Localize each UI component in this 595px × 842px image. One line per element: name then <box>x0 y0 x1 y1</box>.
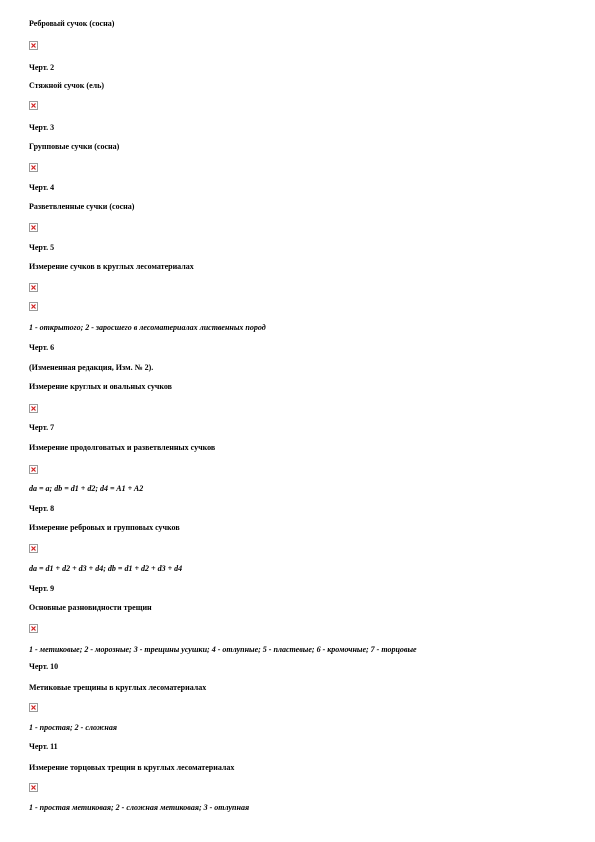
figure-caption: Измерение круглых и овальных сучков <box>29 382 172 391</box>
figure-number: Черт. 6 <box>29 343 55 352</box>
figure-number: Черт. 9 <box>29 584 55 593</box>
broken-image-icon <box>29 624 38 633</box>
figure-number: Черт. 2 <box>29 63 55 72</box>
broken-image-icon <box>29 404 38 413</box>
figure-legend: da = d1 + d2 + d3 + d4; db = d1 + d2 + d3 + d4 <box>29 564 183 573</box>
figure-legend: 1 - метиковые; 2 - морозные; 3 - трещины усушки; 4 - отлупные; 5 - пластевые; 6 - кромочные; 7 - торцовые <box>29 645 417 654</box>
broken-image-icon <box>29 101 38 110</box>
broken-image-icon <box>29 703 38 712</box>
figure-caption: Групповые сучки (сосна) <box>29 142 120 151</box>
figure-caption: Основные разновидности трещин <box>29 603 152 612</box>
figure-number: Черт. 3 <box>29 123 55 132</box>
broken-image-icon <box>29 465 38 474</box>
broken-image-icon <box>29 302 38 311</box>
figure-number: Черт. 10 <box>29 662 59 671</box>
figure-number: Черт. 5 <box>29 243 55 252</box>
figure-legend: 1 - простая; 2 - сложная <box>29 723 117 732</box>
figure-caption: Метиковые трещины в круглых лесоматериалах <box>29 683 207 692</box>
broken-image-icon <box>29 783 38 792</box>
figure-caption: Ребровый сучок (сосна) <box>29 19 115 28</box>
figure-legend: 1 - открытого; 2 - заросшего в лесоматериалах лиственных пород <box>29 323 266 332</box>
figure-caption: (Измененная редакция, Изм. № 2). <box>29 363 154 372</box>
broken-image-icon <box>29 544 38 553</box>
broken-image-icon <box>29 283 38 292</box>
figure-caption: Измерение сучков в круглых лесоматериалах <box>29 262 194 271</box>
figure-caption: Измерение ребровых и групповых сучков <box>29 523 180 532</box>
broken-image-icon <box>29 163 38 172</box>
figure-caption: Измерение продолговатых и разветвленных сучков <box>29 443 216 452</box>
figure-caption: Стяжной сучок (ель) <box>29 81 105 90</box>
figure-number: Черт. 4 <box>29 183 55 192</box>
figure-number: Черт. 11 <box>29 742 58 751</box>
figure-legend: da = a; db = d1 + d2; d4 = A1 + A2 <box>29 484 144 493</box>
figure-number: Черт. 7 <box>29 423 55 432</box>
broken-image-icon <box>29 223 38 232</box>
figure-legend: 1 - простая метиковая; 2 - сложная метиковая; 3 - отлупная <box>29 803 250 812</box>
figure-caption: Измерение торцовых трещин в круглых лесоматериалах <box>29 763 235 772</box>
figure-caption: Разветвленные сучки (сосна) <box>29 202 135 211</box>
figure-number: Черт. 8 <box>29 504 55 513</box>
broken-image-icon <box>29 41 38 50</box>
